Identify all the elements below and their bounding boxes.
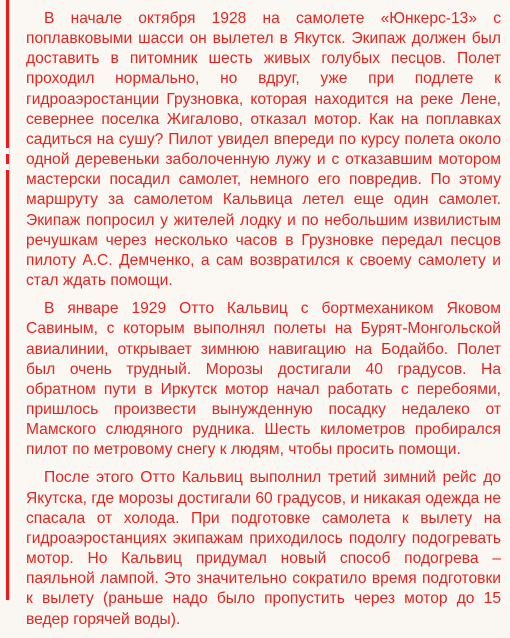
paragraph-1: В начале октября 1928 на самолете «Юнкерс-13» с поплавковыми шасси он вылетел в Якутск. Экипаж должен был доставить в питомник шесть живых голубых песцов. Полет проходил нормально, но вдруг, уже при подлете к гидроаэростанции Грузновка, которая находится на реке Лене, севернее поселка Жигалово, отказал мотор. Как на поплавках садиться на сушу? Пилот увидел впереди по курсу полета около одной деревеньки заболоченную лужу и с отказавшим мотором мастерски посадил самолет, немного его повредив. По этому маршруту за самолетом Кальвица летел еще один самолет. Экипаж попросил у жителей лодку и по небольшим извилистым речушкам через несколько часов в Грузновке передал песцов пилоту А.С. Демченко, а сам возвратился к своему самолету и стал ждать помощи. [26, 10, 501, 290]
margin-shadow [9, 0, 10, 600]
paragraph-2: В январе 1929 Отто Кальвиц с бортмехаником Яковом Савиным, с которым выполнял полеты на Бурят-Монгольской авиалинии, открывает зимнюю навигацию на Бодайбо. Полет был очень трудный. Морозы достигали 40 градусов. На обратном пути в Иркутск мотор начал работать с перебоями, пришлось произвести вынужденную посадку недалеко от Мамского слюдяного рудника. Шесть километров пробирался пилот по метровому снегу к людям, чтобы просить помощи. [26, 300, 501, 459]
article-body [26, 9, 501, 638]
accent-bar [6, 154, 9, 164]
accent-bar [6, 0, 9, 148]
accent-bar [6, 170, 9, 600]
paragraph-3: После этого Отто Кальвиц выполнил третий зимний рейс до Якутска, где морозы достигали 60 градусов, и никакая одежда не спасала от холода. При подготовке самолета к вылету на гидроаэростанциях экипажам приходилось подолгу подогревать мотор. Но Кальвиц придумал новый способ подогрева – паяльной лампой. Это значительно сократило время подготовки к вылету (раньше надо было пропустить через мотор до 15 ведер горячей воды). [26, 469, 501, 628]
